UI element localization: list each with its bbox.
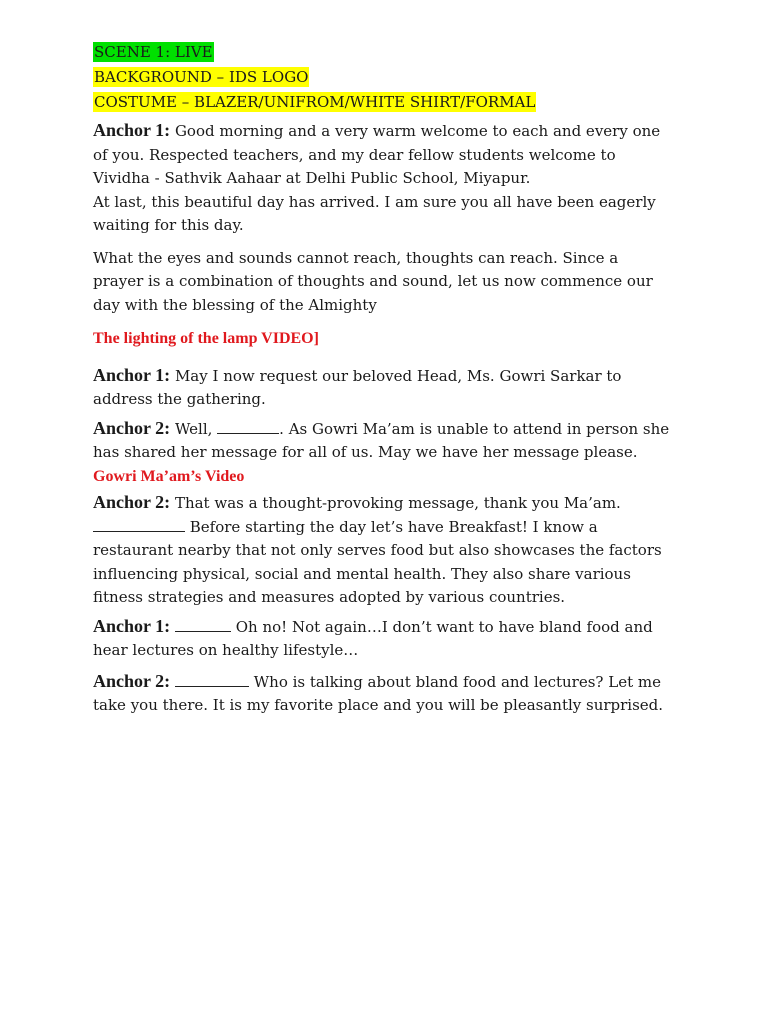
anchor2-label: Anchor 2:	[93, 492, 171, 512]
scene-heading-row	[93, 42, 673, 67]
scene-heading: SCENE 1: LIVE	[94, 43, 213, 61]
message-text: . As Gowri Ma’am is unable to attend in person she has shared her message for all of us. May we have her message please.	[93, 419, 670, 461]
anchor1-bland-food-paragraph	[93, 615, 673, 663]
background-note-row	[93, 67, 673, 92]
anchor2-closing-paragraph	[93, 670, 673, 718]
costume-note-row	[93, 92, 673, 117]
welcome-text: Good morning and a very warm welcome to each and every one of you. Respected teachers, and my dear fellow students welcome to Vividha - Sathvik Aahaar at Delhi Public School, Miyapur.	[93, 122, 661, 187]
bland-food-text: Oh no! Not again…I don’t want to have bland food and hear lectures on healthy lifestyle…	[93, 617, 653, 659]
fill-in-blank	[175, 617, 231, 632]
thank-you-text: That was a thought-provoking message, thank you Ma’am.	[174, 494, 621, 512]
background-note: BACKGROUND – IDS LOGO	[94, 68, 309, 86]
prayer-paragraph: What the eyes and sounds cannot reach, thoughts can reach. Since a prayer is a combination of thoughts and sound, let us now commence our day with the blessing of the Almighty	[93, 248, 653, 314]
well-text: Well,	[174, 419, 213, 438]
anchor1-label: Anchor 1:	[93, 120, 171, 140]
request-text: May I now request our beloved Head, Ms. Gowri Sarkar to address the gathering.	[93, 366, 622, 408]
anchor1-request-paragraph	[93, 364, 673, 412]
closing-text: Who is talking about bland food and lectures? Let me take you there. It is my favorite place and you will be pleasantly surprised.	[93, 672, 664, 714]
gowri-video-cue: Gowri Ma’am’s Video	[93, 467, 245, 485]
anchor2-breakfast-paragraph	[93, 491, 673, 610]
fill-in-blank	[93, 517, 185, 532]
beautiful-day-paragraph: At last, this beautiful day has arrived. I am sure you all have been eagerly waiting for this day.	[93, 192, 656, 234]
anchor1-label: Anchor 1:	[93, 364, 171, 385]
costume-note: COSTUME – BLAZER/UNIFROM/WHITE SHIRT/FORMAL	[94, 93, 536, 111]
anchor2-label: Anchor 2:	[93, 417, 171, 438]
anchor1-welcome-paragraph	[93, 119, 673, 191]
fill-in-blank	[175, 672, 249, 687]
document-page	[93, 42, 673, 718]
fill-in-blank	[217, 419, 279, 434]
anchor2-message-paragraph	[93, 417, 673, 465]
lamp-video-cue: The lighting of the lamp VIDEO]	[93, 330, 319, 347]
anchor2-label: Anchor 2:	[93, 670, 171, 691]
anchor1-label: Anchor 1:	[93, 615, 171, 636]
breakfast-text: Before starting the day let’s have Breakfast! I know a restaurant nearby that not only serves food but also showcases the factors influencing physical, social and mental health. They also share various fitness strategies and measures adopted by various countries.	[93, 517, 662, 606]
